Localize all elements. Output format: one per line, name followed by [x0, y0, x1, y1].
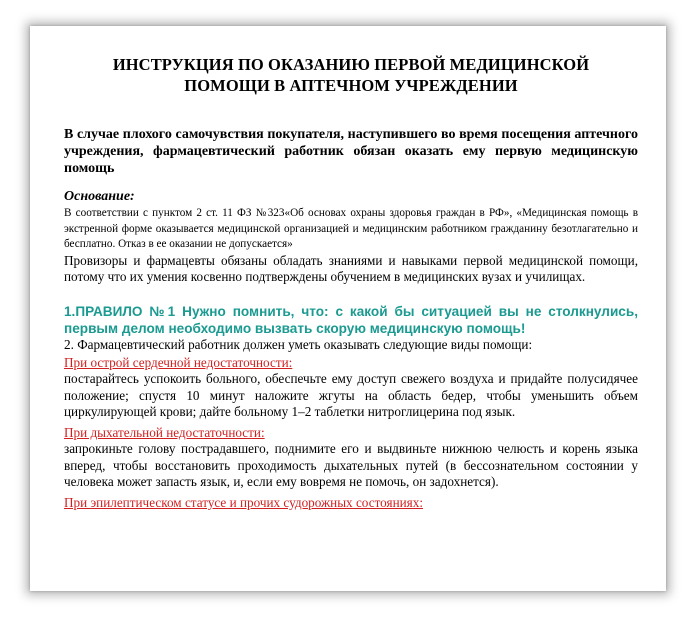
title-line-2: ПОМОЩИ В АПТЕЧНОМ УЧРЕЖДЕНИИ — [184, 76, 518, 95]
rule-1-heading: 1.ПРАВИЛО №1 Нужно помнить, что: с какой бы ситуацией вы не столкнулись, первым делом необходимо вызвать скорую медицинскую помощь! — [64, 303, 638, 336]
section-text-respiratory-failure: запрокиньте голову пострадавшего, поднимите его и выдвиньте нижнюю челюсть и корень языка вперед, чтобы восстановить проходимость дыхательных путей (в бессознательном состоянии у человека может запасть язык, и, если ему вовремя не помочь, он задохнется). — [64, 441, 638, 490]
section-heading-respiratory-failure: При дыхательной недостаточности: — [64, 425, 265, 441]
basis-text: В соответствии с пунктом 2 ст. 11 ФЗ №323«Об основах охраны здоровья граждан в РФ», «Медицинская помощь в экстренной форме оказывается медицинской организацией и медицинским работником гражданину безотлагательно и бесплатно. Отказ в ее оказании не допускается» — [64, 207, 638, 250]
document-title — [64, 54, 638, 96]
point-2-text: 2. Фармацевтический работник должен уметь оказывать следующие виды помощи: — [64, 336, 533, 352]
section-text-heart-failure: постарайтесь успокоить больного, обеспечьте ему доступ свежего воздуха и придайте полусидячее положение; спустя 10 минут наложите жгуты на область бедер, чтобы уменьшить объем циркулирующей крови; дайте больному 1–2 таблетки нитроглицерина под язык. — [64, 371, 638, 420]
pharmacists-paragraph: Провизоры и фармацевты обязаны обладать знаниями и навыками первой медицинской помощи, потому что их умения косвенно подтверждены обучением в медицинских вузах и училищах. — [64, 252, 638, 285]
title-line-1: ИНСТРУКЦИЯ ПО ОКАЗАНИЮ ПЕРВОЙ МЕДИЦИНСКОЙ — [112, 55, 590, 74]
document-page — [30, 26, 666, 591]
intro-paragraph: В случае плохого самочувствия покупателя, наступившего во время посещения аптечного учреждения, фармацевтический работник обязан оказать ему первую медицинскую помощь — [64, 127, 638, 176]
basis-label: Основание: — [64, 189, 135, 204]
section-heading-heart-failure: При острой сердечной недостаточности: — [64, 355, 293, 371]
section-heading-epileptic-status: При эпилептическом статусе и прочих судорожных состояниях: — [64, 494, 424, 510]
document-content — [64, 54, 638, 511]
